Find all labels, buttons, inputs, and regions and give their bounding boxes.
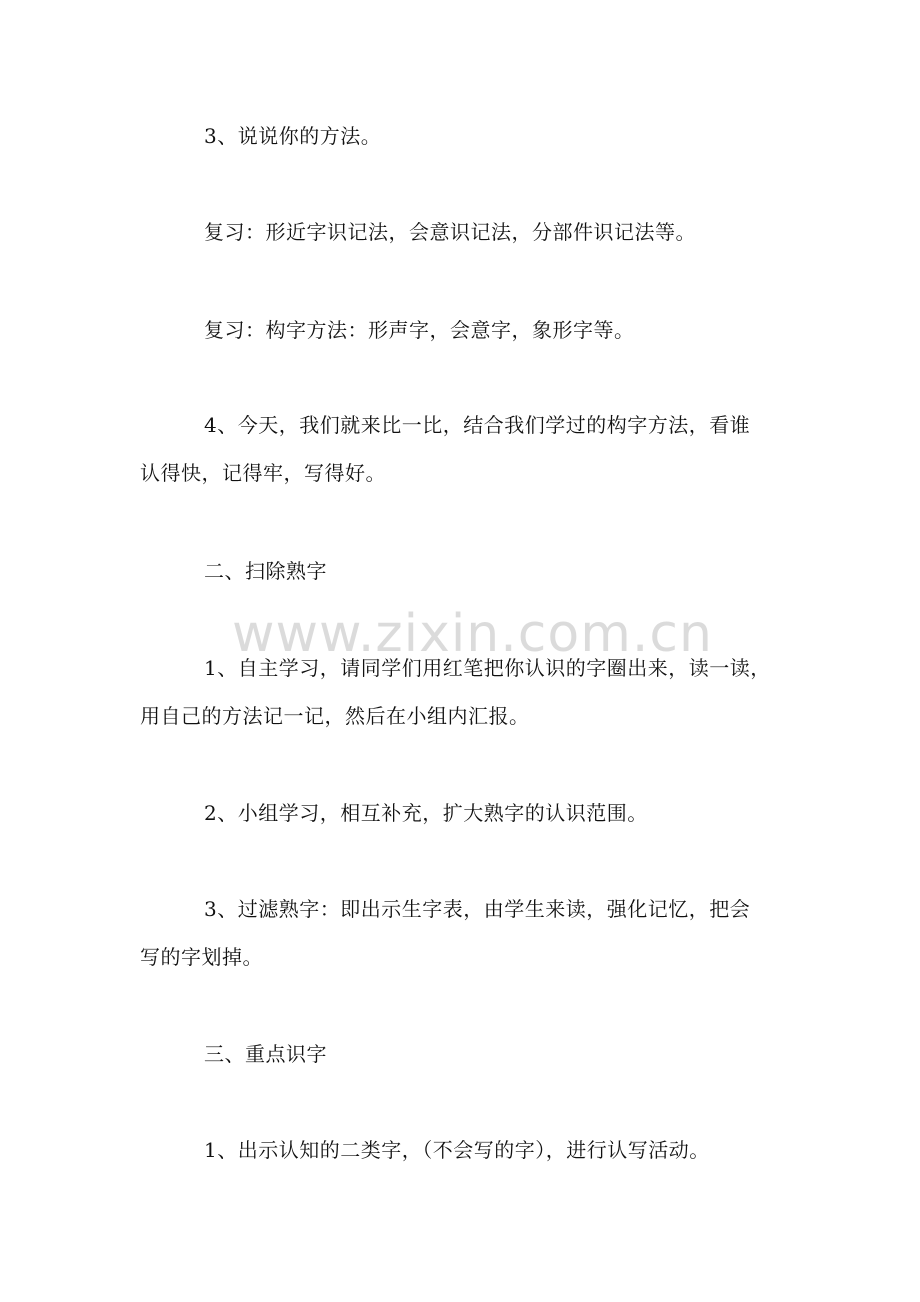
text-line: 3、说说你的方法。 [204, 124, 382, 148]
text-line: 1、出示认知的二类字，（不会写的字），进行认写活动。 [204, 1138, 710, 1162]
text-line: 复习：构字方法：形声字，会意字，象形字等。 [204, 318, 635, 342]
text-line: 写的字划掉。 [140, 945, 263, 969]
section-heading: 二、扫除熟字 [204, 559, 327, 583]
watermark-text: www.zixin.com.cn [232, 604, 713, 664]
text-line: 认得快，记得牢，写得好。 [140, 461, 386, 485]
text-line: 4、今天，我们就来比一比，结合我们学过的构字方法，看谁 [204, 413, 751, 437]
text-line: 用自己的方法记一记，然后在小组内汇报。 [140, 704, 530, 728]
text-line: 1、自主学习，请同学们用红笔把你认识的字圈出来，读一读， [204, 656, 771, 680]
text-line: 复习：形近字识记法，会意识记法，分部件识记法等。 [204, 220, 696, 244]
text-line: 2、小组学习，相互补充，扩大熟字的认识范围。 [204, 801, 648, 825]
section-heading: 三、重点识字 [204, 1042, 327, 1066]
text-line: 3、过滤熟字：即出示生字表，由学生来读，强化记忆，把会 [204, 897, 751, 921]
